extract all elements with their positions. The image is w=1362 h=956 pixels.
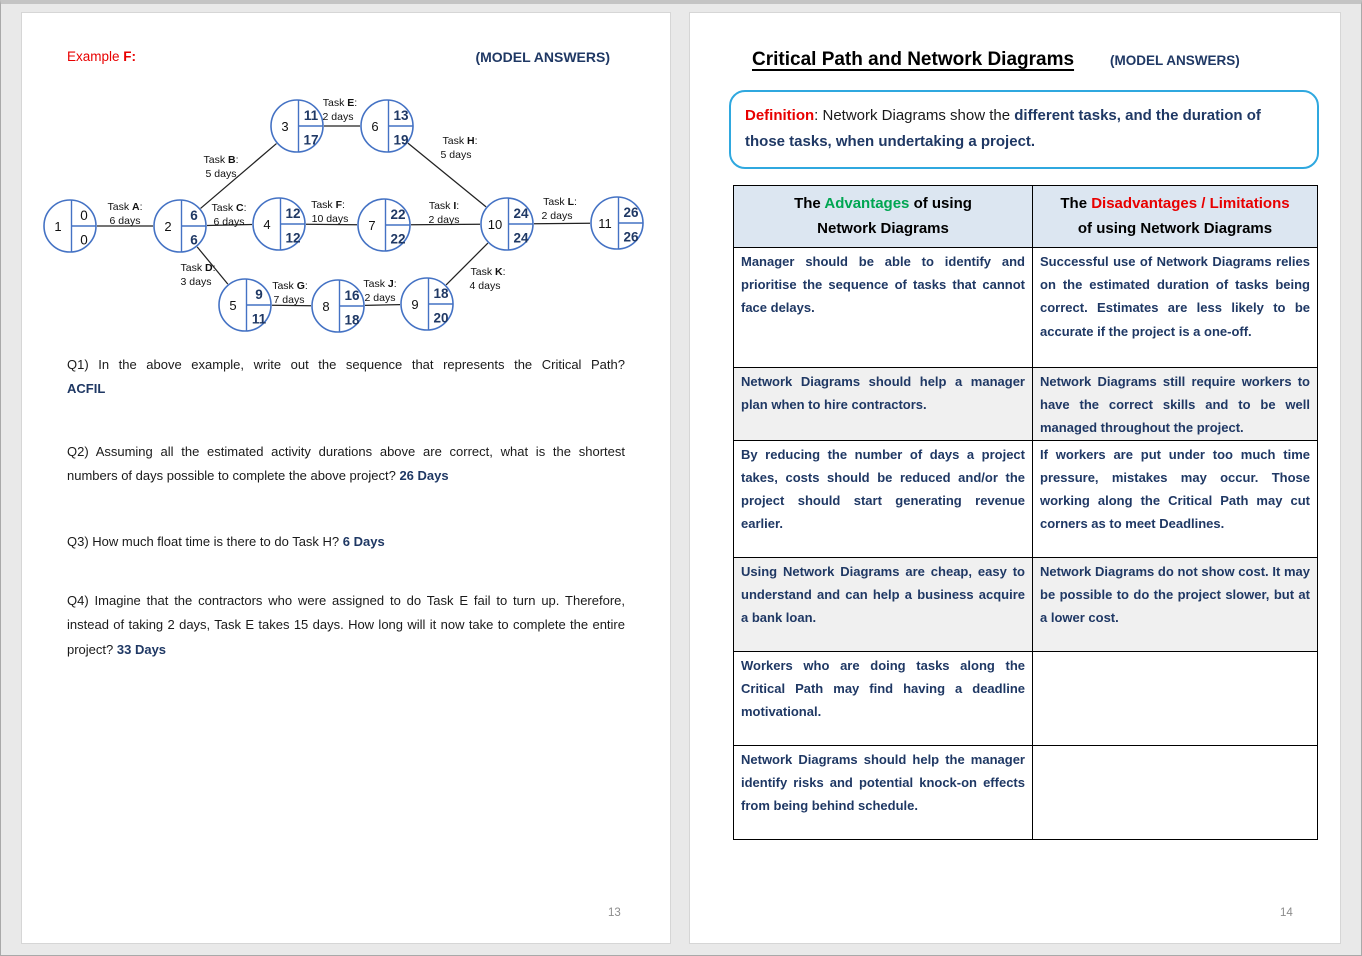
node-latest-time: 19 bbox=[393, 132, 409, 148]
advantages-disadvantages-table bbox=[733, 185, 1318, 840]
edge-duration-label: 2 days bbox=[428, 214, 460, 226]
node-latest-time: 0 bbox=[80, 232, 88, 248]
question-text: Q2) Assuming all the estimated activity durations above are correct, what is the shortest numbers of days possible to complete the above project? bbox=[67, 444, 625, 484]
question-q2 bbox=[67, 440, 625, 489]
node-earliest-time: 24 bbox=[513, 206, 529, 221]
page-title: Critical Path and Network Diagrams bbox=[752, 49, 1075, 70]
advantage-cell: Using Network Diagrams are cheap, easy to understand and can help a business acquire a bank loan. bbox=[734, 557, 1033, 651]
node-earliest-time: 22 bbox=[390, 207, 406, 222]
node-earliest-time: 12 bbox=[285, 206, 301, 221]
edge-duration-label: 3 days bbox=[180, 276, 212, 288]
question-q3 bbox=[67, 530, 625, 554]
edge-task-label: Task K: bbox=[470, 266, 506, 278]
edge-task-label: Task F: bbox=[311, 199, 345, 211]
edge-duration-label: 6 days bbox=[213, 216, 245, 228]
advantage-cell: Network Diagrams should help a manager plan when to hire contractors. bbox=[734, 368, 1033, 441]
node-number: 1 bbox=[54, 218, 62, 234]
disadvantage-cell: Network Diagrams do not show cost. It may be possible to do the project slower, but at a lower cost. bbox=[1033, 557, 1318, 651]
node-earliest-time: 0 bbox=[80, 208, 88, 223]
model-answers-label-right: (MODEL ANSWERS) bbox=[1110, 53, 1240, 68]
header-line2: of using Network Diagrams bbox=[1077, 220, 1273, 237]
node-latest-time: 18 bbox=[344, 312, 360, 328]
node-earliest-time: 11 bbox=[303, 108, 319, 123]
node-latest-time: 22 bbox=[390, 231, 406, 247]
table-row bbox=[734, 248, 1318, 368]
node-number: 10 bbox=[487, 216, 503, 232]
edge-task-label: Task I: bbox=[428, 200, 460, 212]
edge-duration-label: 2 days bbox=[364, 292, 396, 304]
definition-box bbox=[729, 90, 1319, 169]
edge-task-label: Task B: bbox=[203, 154, 239, 166]
advantage-cell: Workers who are doing tasks along the Critical Path may find having a deadline motivational. bbox=[734, 651, 1033, 745]
node-number: 9 bbox=[411, 296, 419, 312]
edge-task-label: Task A: bbox=[107, 201, 143, 213]
table-row bbox=[734, 745, 1318, 839]
table-header-row bbox=[734, 186, 1318, 248]
disadvantage-cell bbox=[1033, 651, 1318, 745]
table-row bbox=[734, 368, 1318, 441]
header-highlight: Disadvantages / Limitations bbox=[1091, 195, 1290, 212]
header-highlight: Advantages bbox=[824, 195, 910, 212]
node-earliest-time: 18 bbox=[433, 286, 449, 301]
edge-duration-label: 2 days bbox=[541, 210, 573, 222]
node-latest-time: 20 bbox=[433, 310, 449, 326]
network-diagram bbox=[22, 13, 672, 363]
disadvantage-cell: Successful use of Network Diagrams relies on the estimated duration of tasks being correct. Estimates are less likely to be accurate if the project is a one-off. bbox=[1033, 248, 1318, 368]
node-number: 6 bbox=[371, 118, 379, 134]
table-row bbox=[734, 651, 1318, 745]
node-latest-time: 6 bbox=[190, 232, 198, 248]
question-q4 bbox=[67, 589, 625, 662]
node-number: 3 bbox=[281, 118, 289, 134]
page-number: 13 bbox=[608, 907, 621, 919]
node-latest-time: 24 bbox=[513, 230, 529, 246]
header-disadvantages bbox=[1033, 186, 1318, 248]
question-q1 bbox=[67, 353, 625, 402]
node-number: 11 bbox=[598, 215, 612, 231]
edge-task-label: Task H: bbox=[442, 135, 478, 147]
edge-duration-label: 5 days bbox=[205, 168, 237, 180]
edge-duration-label: 6 days bbox=[109, 215, 141, 227]
node-number: 5 bbox=[229, 297, 237, 313]
answer-text: 26 Days bbox=[399, 468, 449, 484]
answer-text: ACFIL bbox=[67, 381, 106, 397]
header-advantages bbox=[734, 186, 1033, 248]
model-answers-label-left: (MODEL ANSWERS) bbox=[475, 49, 610, 65]
page-14 bbox=[689, 12, 1341, 944]
node-latest-time: 17 bbox=[303, 132, 319, 148]
definition-label: Definition bbox=[745, 107, 815, 124]
edge-task-label: Task C: bbox=[211, 202, 247, 214]
definition-plain-text: : Network Diagrams show the bbox=[814, 107, 1015, 124]
answer-text: 6 Days bbox=[342, 534, 385, 549]
advantage-cell: By reducing the number of days a project takes, costs should be reduced and/or the project should start generating revenue earlier. bbox=[734, 440, 1033, 557]
question-text: Q4) Imagine that the contractors who were assigned to do Task E fail to turn up. Therefore, instead of taking 2 days, Task E takes 15 days. How long will it now take to complete the entire project? bbox=[67, 593, 625, 657]
node-latest-time: 11 bbox=[251, 311, 267, 327]
edge-duration-label: 10 days bbox=[311, 213, 349, 225]
edge-task-label: Task G: bbox=[272, 280, 308, 292]
page-13 bbox=[21, 12, 671, 944]
edge-duration-label: 7 days bbox=[273, 294, 305, 306]
edge-task-label: Task E: bbox=[322, 97, 358, 109]
node-earliest-time: 16 bbox=[344, 288, 360, 303]
node-number: 4 bbox=[263, 216, 271, 232]
header-pre: The bbox=[1060, 195, 1092, 212]
title-row bbox=[752, 49, 1240, 71]
question-text: Q3) How much float time is there to do Task H? bbox=[67, 534, 340, 549]
example-prefix: Example bbox=[67, 49, 124, 64]
table-row bbox=[734, 557, 1318, 651]
edge-task-label: Task D: bbox=[180, 262, 216, 274]
edge-duration-label: 4 days bbox=[469, 280, 501, 292]
definition-bold-text: different tasks, and the duration of those tasks, when undertaking a project. bbox=[745, 107, 1261, 150]
disadvantage-cell: Network Diagrams still require workers to have the correct skills and to be well managed throughout the project. bbox=[1033, 368, 1318, 441]
node-latest-time: 26 bbox=[623, 229, 639, 245]
advantage-cell: Network Diagrams should help the manager identify risks and potential knock-on effects from being behind schedule. bbox=[734, 745, 1033, 839]
header-pre: The bbox=[794, 195, 825, 212]
advantage-cell: Manager should be able to identify and prioritise the sequence of tasks that cannot face delays. bbox=[734, 248, 1033, 368]
node-number: 2 bbox=[164, 218, 172, 234]
edge-duration-label: 5 days bbox=[440, 149, 472, 161]
header-line2: Network Diagrams bbox=[817, 220, 949, 237]
table-row bbox=[734, 440, 1318, 557]
node-latest-time: 12 bbox=[285, 230, 301, 246]
answer-text: 33 Days bbox=[116, 641, 167, 657]
node-earliest-time: 9 bbox=[255, 287, 263, 302]
example-letter: F: bbox=[123, 49, 137, 64]
node-earliest-time: 26 bbox=[623, 205, 639, 220]
edge-task-label: Task J: bbox=[363, 278, 397, 290]
node-earliest-time: 13 bbox=[393, 108, 409, 123]
edge-line bbox=[446, 243, 488, 285]
edge-line bbox=[534, 223, 590, 224]
header-post: of using bbox=[909, 195, 972, 212]
disadvantage-cell bbox=[1033, 745, 1318, 839]
edge-task-label: Task L: bbox=[543, 196, 577, 208]
node-earliest-time: 6 bbox=[190, 208, 198, 223]
node-number: 7 bbox=[368, 217, 376, 233]
edge-duration-label: 2 days bbox=[322, 111, 354, 123]
question-text: Q1) In the above example, write out the sequence that represents the Critical Path? bbox=[67, 357, 625, 372]
edge-line bbox=[365, 305, 400, 306]
page-number: 14 bbox=[1280, 907, 1293, 919]
node-number: 8 bbox=[322, 298, 330, 314]
disadvantage-cell: If workers are put under too much time pressure, mistakes may occur. Those working along the Critical Path may cut corners as to meet Deadlines. bbox=[1033, 440, 1318, 557]
